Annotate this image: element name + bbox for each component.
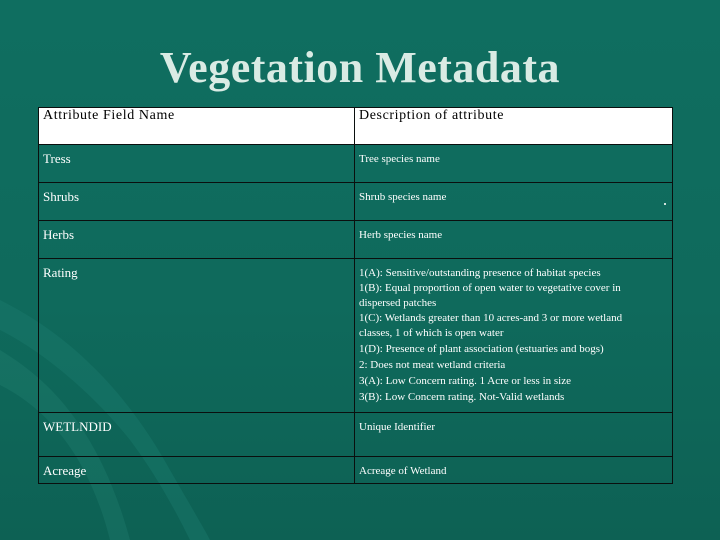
- description-line: Tree species name: [359, 153, 440, 165]
- row-description: [355, 413, 673, 457]
- row-name: Rating: [39, 259, 355, 413]
- decorative-dot: [664, 203, 666, 205]
- row-name: WETLNDID: [39, 413, 355, 457]
- table-row: [39, 145, 673, 183]
- description-line: 2: Does not meat wetland criteria: [359, 359, 506, 371]
- description-line: 1(A): Sensitive/outstanding presence of habitat species: [359, 267, 601, 279]
- description-line: 3(A): Low Concern rating. 1 Acre or less in size: [359, 375, 571, 387]
- description-line: Unique Identifier: [359, 421, 436, 433]
- description-line: classes, 1 of which is open water: [359, 327, 504, 339]
- metadata-table: [38, 107, 673, 484]
- description-line: Acreage of Wetland: [359, 465, 447, 477]
- row-name: Tress: [39, 145, 355, 183]
- description-line: 1(D): Presence of plant association (estuaries and bogs): [359, 343, 604, 355]
- row-name: Acreage: [39, 457, 355, 484]
- row-description: [355, 259, 673, 413]
- table-header-row: [39, 108, 673, 145]
- description-line: dispersed patches: [359, 297, 437, 309]
- row-description: [355, 145, 673, 183]
- header-attribute-field-name: Attribute Field Name: [39, 108, 355, 145]
- table-row: [39, 259, 673, 413]
- description-line: 3(B): Low Concern rating. Not-Valid wetlands: [359, 391, 565, 403]
- table-row: [39, 413, 673, 457]
- description-line: Shrub species name: [359, 191, 447, 203]
- table-row: [39, 457, 673, 484]
- description-line: 1(B): Equal proportion of open water to vegetative cover in: [359, 282, 621, 294]
- table-row: [39, 221, 673, 259]
- row-name: Shrubs: [39, 183, 355, 221]
- row-description: [355, 221, 673, 259]
- slide-title: Vegetation Metadata: [159, 43, 561, 92]
- header-description: Description of attribute: [355, 108, 673, 145]
- row-description: [355, 183, 673, 221]
- description-line: Herb species name: [359, 229, 443, 241]
- row-description: [355, 457, 673, 484]
- description-line: 1(C): Wetlands greater than 10 acres-and 3 or more wetland: [359, 312, 623, 324]
- table-row: [39, 183, 673, 221]
- row-name: Herbs: [39, 221, 355, 259]
